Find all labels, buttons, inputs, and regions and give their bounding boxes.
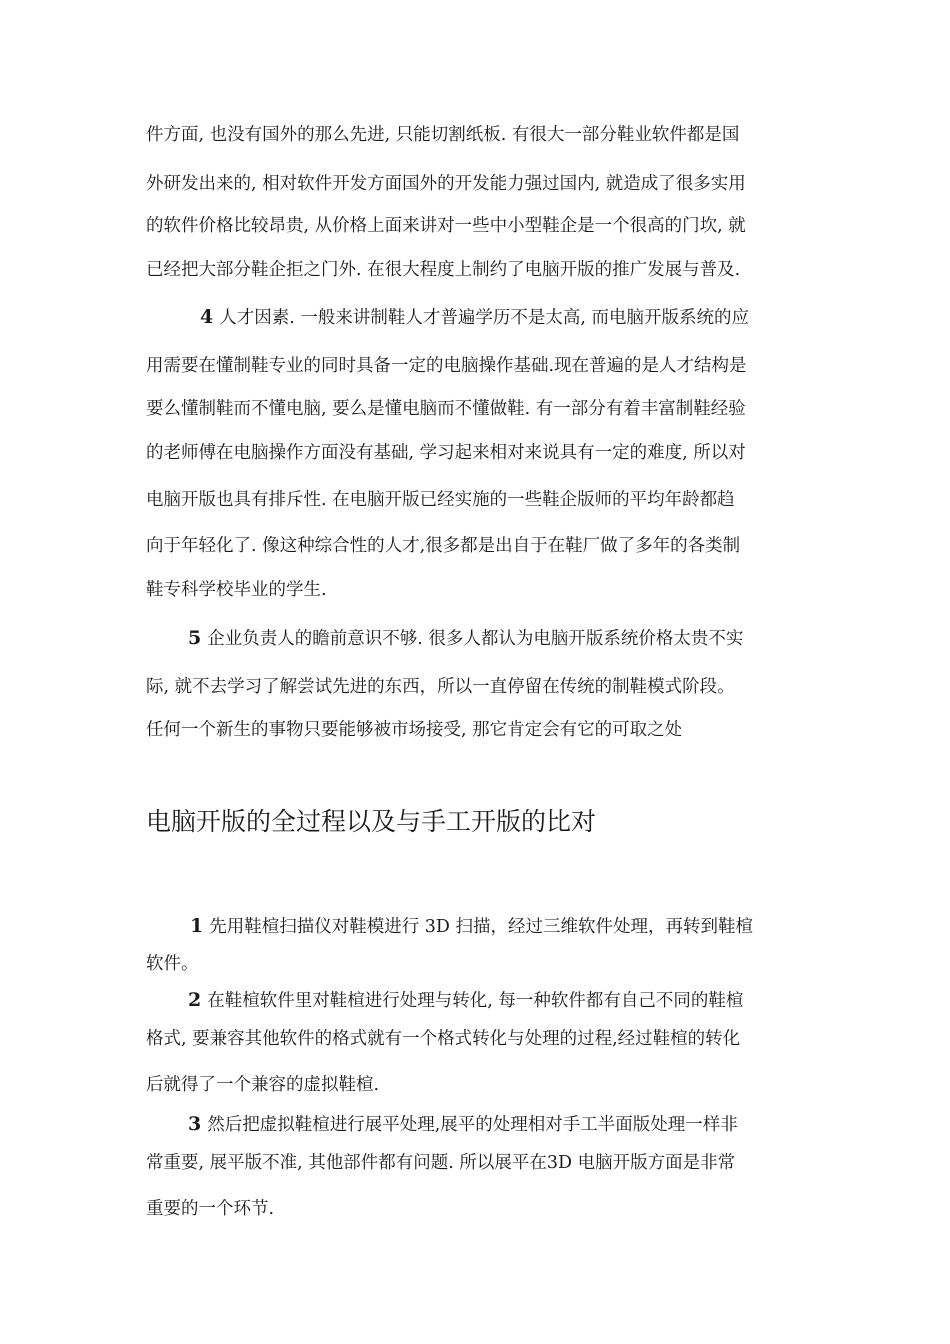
paragraph-line: 要么懂制鞋而不懂电脑, 要么是懂电脑而不懂做鞋. 有一部分有着丰富制鞋经验 bbox=[146, 399, 746, 419]
paragraph-line: 际, 就不去学习了解尝试先进的东西，所以一直停留在传统的制鞋模式阶段。 bbox=[146, 677, 735, 697]
paragraph-line: 软件。 bbox=[146, 954, 199, 974]
paragraph-5-first-line bbox=[188, 626, 743, 651]
paragraph-line: 后就得了一个兼容的虚拟鞋楦. bbox=[146, 1075, 380, 1095]
item-number: 1 bbox=[190, 915, 204, 937]
paragraph-text: 先用鞋楦扫描仪对鞋模进行 3D 扫描，经过三维软件处理，再转到鞋楦 bbox=[209, 917, 754, 937]
paragraph-text: 人才因素. 一般来讲制鞋人才普遍学历不是太高, 而电脑开版系统的应 bbox=[219, 308, 749, 328]
paragraph-line: 向于年轻化了. 像这种综合性的人才,很多都是出自于在鞋厂做了多年的各类制 bbox=[146, 536, 741, 556]
item-number: 2 bbox=[188, 989, 202, 1011]
paragraph-text: 在鞋楦软件里对鞋楦进行处理与转化, 每一种软件都有自己不同的鞋楦 bbox=[207, 991, 744, 1011]
paragraph-line: 用需要在懂制鞋专业的同时具备一定的电脑操作基础.现在普遍的是人才结构是 bbox=[146, 356, 747, 376]
step-2-first-line bbox=[188, 988, 743, 1013]
item-number: 4 bbox=[200, 306, 214, 328]
section-heading: 电脑开版的全过程以及与手工开版的比对 bbox=[146, 807, 597, 836]
paragraph-line: 件方面, 也没有国外的那么先进, 只能切割纸板. 有很大一部分鞋业软件都是国 bbox=[146, 125, 740, 145]
paragraph-line: 的软件价格比较昂贵, 从价格上面来讲对一些中小型鞋企是一个很高的门坎, 就 bbox=[146, 216, 746, 236]
step-3-first-line bbox=[188, 1112, 738, 1137]
paragraph-4-first-line bbox=[200, 305, 749, 330]
paragraph-line: 常重要, 展平版不准, 其他部件都有问题. 所以展平在3D 电脑开版方面是非常 bbox=[146, 1153, 736, 1173]
paragraph-line: 鞋专科学校毕业的学生. bbox=[146, 580, 327, 600]
item-number: 5 bbox=[188, 627, 202, 649]
paragraph-text: 企业负责人的瞻前意识不够. 很多人都认为电脑开版系统价格太贵不实 bbox=[207, 629, 744, 649]
paragraph-line: 格式, 要兼容其他软件的格式就有一个格式转化与处理的过程,经过鞋楦的转化 bbox=[146, 1029, 741, 1049]
paragraph-line: 外研发出来的, 相对软件开发方面国外的开发能力强过国内, 就造成了很多实用 bbox=[146, 174, 746, 194]
paragraph-line: 的老师傅在电脑操作方面没有基础, 学习起来相对来说具有一定的难度, 所以对 bbox=[146, 443, 746, 463]
paragraph-text: 然后把虚拟鞋楦进行展平处理,展平的处理相对手工半面版处理一样非 bbox=[207, 1115, 738, 1135]
step-1-first-line bbox=[190, 914, 753, 939]
paragraph-line: 重要的一个环节. bbox=[146, 1199, 275, 1219]
paragraph-line: 任何一个新生的事物只要能够被市场接受, 那它肯定会有它的可取之处 bbox=[146, 720, 683, 740]
item-number: 3 bbox=[188, 1113, 202, 1135]
paragraph-line: 电脑开版也具有排斥性. 在电脑开版已经实施的一些鞋企版师的平均年龄都趋 bbox=[146, 490, 735, 510]
paragraph-line: 已经把大部分鞋企拒之门外. 在很大程度上制约了电脑开版的推广发展与普及. bbox=[146, 260, 741, 280]
